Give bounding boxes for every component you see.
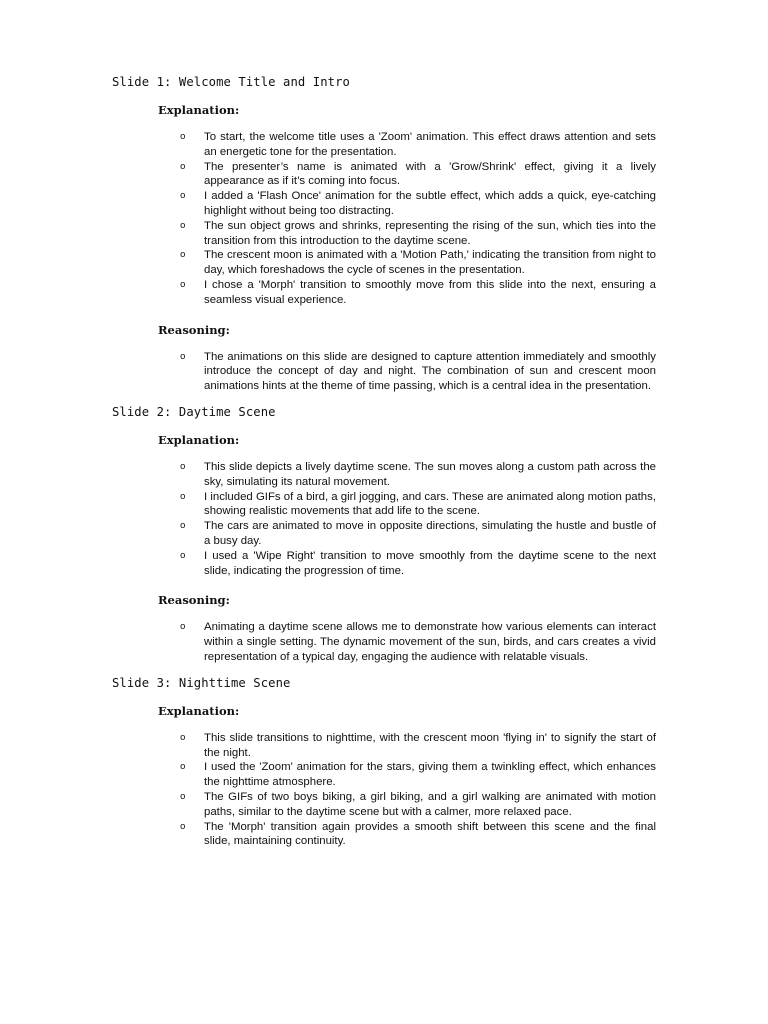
bullet-marker: o — [180, 791, 186, 802]
list-item: o The presenter’s name is animated with a 'Grow/Shrink' effect, giving it a lively appearance as if it’s coming into focus. — [180, 160, 656, 188]
bullet-marker: o — [180, 220, 186, 231]
bullet-marker: o — [180, 550, 186, 561]
bullet-marker: o — [180, 132, 186, 142]
bullet-marker: o — [180, 250, 186, 261]
bullet-marker: o — [180, 191, 186, 202]
bullet-marker: o — [180, 732, 186, 743]
explanation-heading: Explanation: — [158, 432, 240, 447]
list-item: o The GIFs of two boys biking, a girl biking, and a girl walking are animated with motion paths, similar to the daytime scene but with a calmer, more relaxed pace. — [180, 790, 656, 818]
bullet-marker: o — [180, 491, 186, 502]
slide-heading: Slide 3: Nighttime Scene — [112, 675, 291, 690]
explanation-list — [0, 731, 656, 849]
reasoning-heading: Reasoning: — [158, 593, 230, 608]
slide-heading: Slide 1: Welcome Title and Intro — [112, 75, 350, 89]
bullet-marker: o — [180, 762, 186, 773]
bullet-marker: o — [180, 351, 186, 362]
list-item: o I chose a 'Morph' transition to smoothly move from this slide into the next, ensuring a seamless visual experience. — [180, 278, 656, 306]
reasoning-list — [0, 620, 656, 664]
slide-2-section — [0, 402, 768, 665]
list-item: o This slide transitions to nighttime, with the crescent moon 'flying in' to signify the start of the night. — [180, 731, 656, 759]
slide-3-section — [0, 673, 768, 849]
bullet-marker: o — [180, 622, 186, 633]
list-item: o This slide depicts a lively daytime scene. The sun moves along a custom path across the sky, simulating its natural movement. — [180, 460, 656, 488]
list-item: o Animating a daytime scene allows me to demonstrate how various elements can interact within a single setting. The dynamic movement of the sun, birds, and cars creates a vivid representation of a typical day, engaging the audience with relatable visuals. — [180, 621, 656, 663]
bullet-marker: o — [180, 521, 186, 532]
slide-1-section — [0, 72, 768, 394]
list-item: o The cars are animated to move in opposite directions, simulating the hustle and bustle of a busy day. — [180, 520, 656, 547]
slide-heading: Slide 2: Daytime Scene — [112, 404, 276, 419]
list-item: o I included GIFs of a bird, a girl jogging, and cars. These are animated along motion paths, showing realistic movements that add life to the scene. — [180, 490, 656, 518]
bullet-marker: o — [180, 279, 186, 290]
bullet-marker: o — [180, 461, 186, 472]
reasoning-heading: Reasoning: — [158, 322, 230, 337]
explanation-list — [0, 460, 656, 578]
list-item: o The animations on this slide are designed to capture attention immediately and smoothly introduce the concept of day and night. The combination of sun and crescent moon animations hints at the theme of time passing, which is a central idea in the presentation. — [180, 350, 656, 393]
explanation-list — [0, 130, 656, 308]
list-item: o I used the 'Zoom' animation for the stars, giving them a twinkling effect, which enhances the nighttime atmosphere. — [180, 761, 656, 789]
list-item: o The sun object grows and shrinks, representing the rising of the sun, which ties into the transition from this introduction to the daytime scene. — [180, 219, 656, 247]
list-item: o The 'Morph' transition again provides a smooth shift between this scene and the final slide, maintaining continuity. — [180, 820, 656, 848]
list-item: o The crescent moon is animated with a 'Motion Path,' indicating the transition from night to day, which foreshadows the cycle of scenes in the presentation. — [180, 249, 656, 277]
bullet-marker: o — [180, 161, 186, 172]
explanation-heading: Explanation: — [158, 703, 240, 718]
list-item: o I added a 'Flash Once' animation for the subtle effect, which adds a quick, eye-catching highlight without being too distracting. — [180, 190, 656, 217]
list-item: o To start, the welcome title uses a 'Zoom' animation. This effect draws attention and sets an energetic tone for the presentation. — [180, 131, 656, 158]
explanation-heading: Explanation: — [158, 103, 240, 117]
bullet-marker: o — [180, 821, 186, 832]
list-item: o I used a 'Wipe Right' transition to move smoothly from the daytime scene to the next slide, indicating the progression of time. — [180, 549, 656, 577]
reasoning-list — [0, 350, 656, 394]
